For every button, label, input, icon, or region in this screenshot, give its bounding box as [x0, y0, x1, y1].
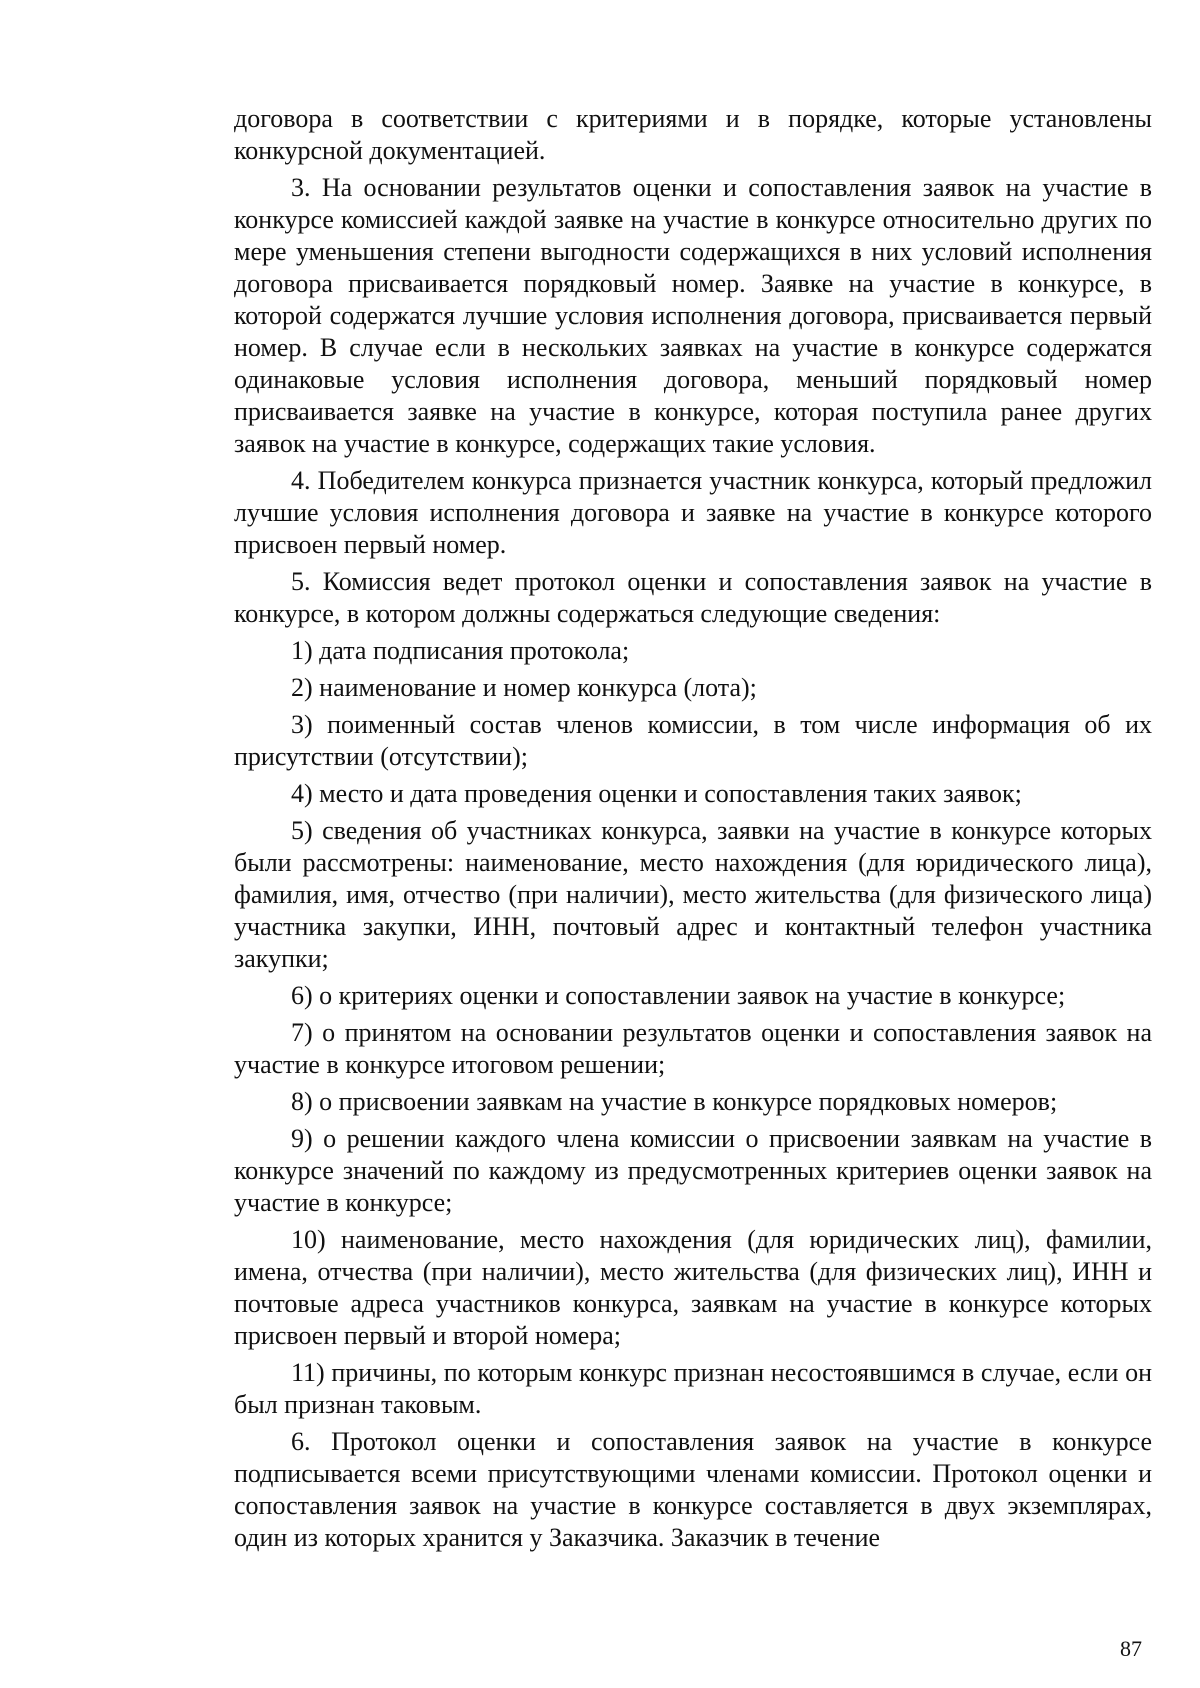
paragraph-item-3: 3. На основании результатов оценки и сопоставления заявок на участие в конкурсе комиссией каждой заявке на участие в конкурсе относительно других по мере уменьшения степени выгодности содержащихся в них условий исполнения договора присваивается порядковый номер. Заявке на участие в конкурсе, в которой содержатся лучшие условия исполнения договора, присваивается первый номер. В случае если в нескольких заявках на участие в конкурсе содержатся одинаковые условия исполнения договора, меньший порядковый номер присваивается заявке на участие в конкурсе, которая поступила ранее других заявок на участие в конкурсе, содержащих такие условия. [234, 173, 1152, 458]
list-item-10: 10) наименование, место нахождения (для юридических лиц), фамилии, имена, отчества (при наличии), место жительства (для физических лиц), ИНН и почтовые адреса участников конкурса, заявкам на участие в конкурсе которых присвоен первый и второй номера; [234, 1225, 1152, 1350]
list-item-2: 2) наименование и номер конкурса (лота); [291, 673, 757, 702]
list-item-1: 1) дата подписания протокола; [291, 636, 630, 665]
list-item-6: 6) о критериях оценки и сопоставлении заявок на участие в конкурсе; [291, 981, 1066, 1010]
list-item-4: 4) место и дата проведения оценки и сопоставления таких заявок; [291, 779, 1022, 808]
paragraph-item-4: 4. Победителем конкурса признается участник конкурса, который предложил лучшие условия исполнения договора и заявке на участие в конкурсе которого присвоен первый номер. [234, 466, 1152, 559]
list-item-3: 3) поименный состав членов комиссии, в том числе информация об их присутствии (отсутствии); [234, 710, 1152, 771]
paragraph-item-5: 5. Комиссия ведет протокол оценки и сопоставления заявок на участие в конкурсе, в котором должны содержаться следующие сведения: [234, 567, 1152, 628]
list-item-8: 8) о присвоении заявкам на участие в конкурсе порядковых номеров; [291, 1087, 1058, 1116]
document-page [234, 103, 1152, 1559]
list-item-9: 9) о решении каждого члена комиссии о присвоении заявкам на участие в конкурсе значений по каждому из предусмотренных критериев оценки заявок на участие в конкурсе; [234, 1124, 1152, 1217]
list-item-7: 7) о принятом на основании результатов оценки и сопоставления заявок на участие в конкурсе итоговом решении; [234, 1018, 1152, 1079]
list-item-5: 5) сведения об участниках конкурса, заявки на участие в конкурсе которых были рассмотрены: наименование, место нахождения (для юридического лица), фамилия, имя, отчество (при наличии), место жительства (для физического лица) участника закупки, ИНН, почтовый адрес и контактный телефон участника закупки; [234, 816, 1152, 973]
list-item-11: 11) причины, по которым конкурс признан несостоявшимся в случае, если он был признан таковым. [234, 1358, 1152, 1419]
page-number: 87 [1120, 1636, 1142, 1661]
paragraph-continuation: договора в соответствии с критериями и в порядке, которые установлены конкурсной документацией. [234, 104, 1152, 165]
paragraph-item-6: 6. Протокол оценки и сопоставления заявок на участие в конкурсе подписывается всеми присутствующими членами комиссии. Протокол оценки и сопоставления заявок на участие в конкурсе составляется в двух экземплярах, один из которых хранится у Заказчика. Заказчик в течение [234, 1427, 1152, 1552]
